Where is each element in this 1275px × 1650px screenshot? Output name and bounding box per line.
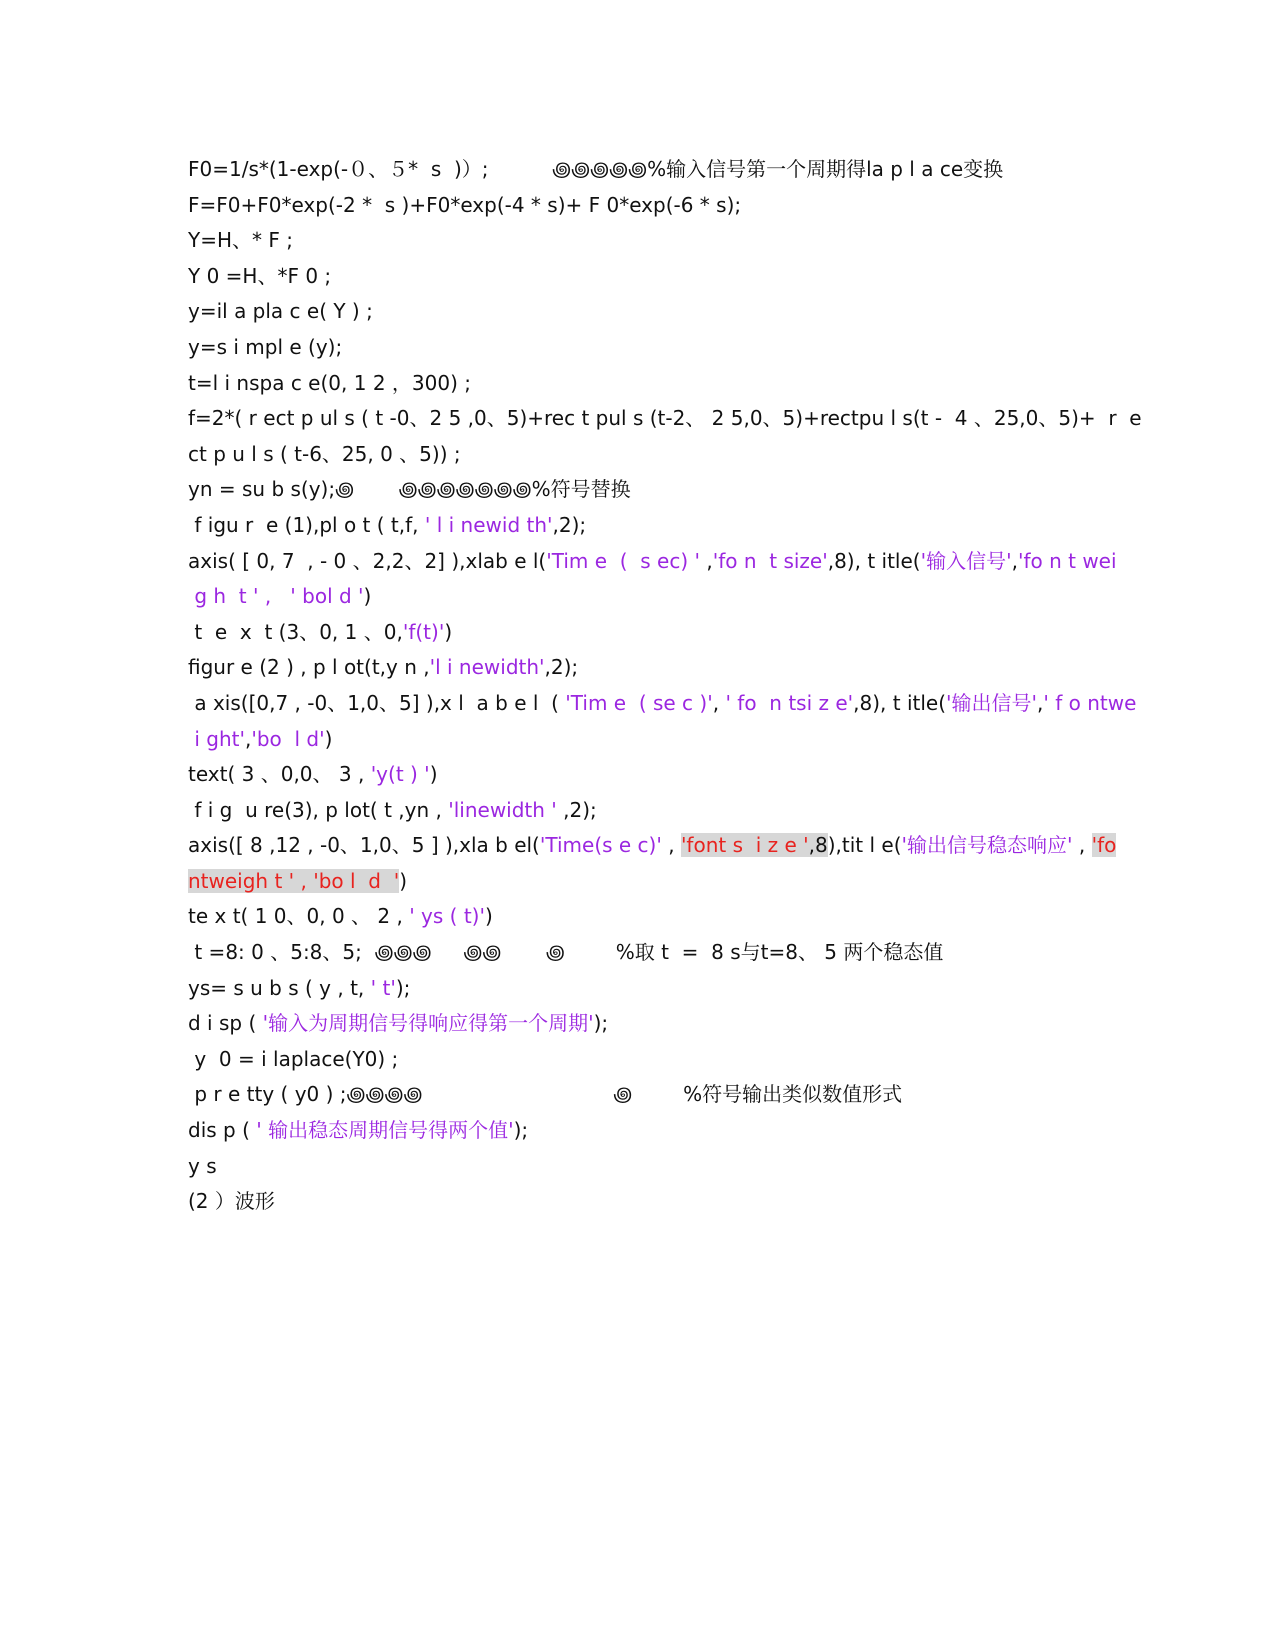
code-text: ); xyxy=(513,1118,529,1143)
code-line xyxy=(188,472,1098,508)
code-text: f i g u re(3), p lot( t ,yn , xyxy=(188,797,449,822)
code-text: , xyxy=(244,726,252,751)
code-text: ) xyxy=(444,619,453,644)
code-line xyxy=(188,1113,1098,1149)
code-line xyxy=(188,1006,1098,1042)
code-line xyxy=(188,757,1098,793)
code-text: ys= s u b s ( y , t, xyxy=(188,975,371,1000)
code-text: ); xyxy=(395,975,411,1000)
error-highlight-string: 'font s i z e ' xyxy=(680,833,809,858)
code-text: dis p ( xyxy=(188,1118,257,1143)
code-text: , xyxy=(1011,548,1018,573)
code-text: , xyxy=(1072,833,1092,858)
matlab-code-block xyxy=(188,152,1142,1220)
string-literal: '输出信号' xyxy=(946,690,1038,715)
section-heading xyxy=(188,1184,1098,1220)
string-literal: i ght' xyxy=(188,726,245,751)
code-text: ,2); xyxy=(544,655,579,680)
code-line xyxy=(188,899,1098,935)
code-line xyxy=(188,330,1098,366)
code-text: y s xyxy=(188,1153,217,1178)
code-line xyxy=(188,366,1098,402)
code-text: y 0 = i laplace(Y0) ; xyxy=(188,1046,399,1071)
string-literal: g h t ' , ' bol d ' xyxy=(188,584,364,609)
string-literal: 'linewidth ' xyxy=(448,797,557,822)
string-literal: ' fo n tsi z e' xyxy=(725,690,854,715)
error-highlight-string: 'fo xyxy=(1091,833,1117,858)
string-literal: 'Tim e ( s ec) ' xyxy=(546,548,700,573)
code-text: ,8), t itle( xyxy=(827,548,921,573)
code-text: d i sp ( xyxy=(188,1011,263,1036)
code-text: F=F0+F0*exp(-2 * s )+F0*exp(-4 * s)+ F 0*exp(-6 * s); xyxy=(188,192,742,217)
string-literal: ' l i newid th' xyxy=(424,512,553,537)
code-text: te x t( 1 0、0, 0 、 2 , xyxy=(188,904,410,929)
string-literal: 'l i newidth' xyxy=(429,655,545,680)
code-text: ,2); xyxy=(556,797,597,822)
code-text: Y=H、* F ; xyxy=(188,228,293,253)
string-literal: '输入为周期信号得响应得第一个周期' xyxy=(262,1011,594,1036)
code-text: , xyxy=(700,548,713,573)
code-line xyxy=(188,650,1098,686)
code-text: F0=1/s*(1-exp(-０、５* s )）; ꩜꩜꩜꩜꩜%输入信号第一个周期得la p l a ce变换 xyxy=(188,157,1004,181)
code-line xyxy=(188,152,1098,188)
code-line xyxy=(188,437,1098,473)
code-text: y=s i mpl e (y); xyxy=(188,334,343,359)
code-text: ) xyxy=(484,904,493,929)
code-text: axis([ 8 ,12 , -0、1,0、5 ] ),xla b el( xyxy=(188,833,540,858)
code-line xyxy=(188,615,1098,651)
code-text: t e x t (3、0, 1 、0, xyxy=(188,619,403,644)
code-text: yn = su b s(y);꩜ ꩜꩜꩜꩜꩜꩜꩜%符号替换 xyxy=(188,477,631,502)
string-literal: ' ys ( t)' xyxy=(409,904,485,929)
string-literal: ' 输出稳态周期信号得两个值' xyxy=(256,1118,514,1143)
string-literal: 'Time(s e c)' xyxy=(539,833,662,858)
code-text: p r e tty ( y0 ) ;꩜꩜꩜꩜ ꩜ %符号输出类似数值形式 xyxy=(188,1082,903,1107)
code-text: text( 3 、0,0、 3 , xyxy=(188,762,371,787)
code-line xyxy=(188,259,1098,295)
heading-text: (2 ）波形 xyxy=(188,1189,275,1214)
code-text: ) xyxy=(363,584,372,609)
code-line xyxy=(188,508,1098,544)
code-text: ,8), t itle( xyxy=(853,690,947,715)
code-text: ) xyxy=(429,762,438,787)
code-text: ,2); xyxy=(552,512,587,537)
code-text: t =8: 0 、5:8、5; ꩜꩜꩜ ꩜꩜ ꩜ %取 t = 8 s与t=8、 5 两个稳态值 xyxy=(188,940,944,965)
code-line xyxy=(188,686,1137,722)
error-highlight-text: ,8 xyxy=(808,833,828,858)
string-literal: '输出信号稳态响应' xyxy=(901,833,1073,858)
string-literal: 'fo n t size' xyxy=(712,548,828,573)
code-text: a xis([0,7 , -0、1,0、5] ),x l a b e l ( xyxy=(188,690,566,715)
string-literal: 'bo l d' xyxy=(251,726,325,751)
code-line xyxy=(188,294,1098,330)
code-text: Y 0 =H、*F 0 ; xyxy=(188,263,332,288)
code-line xyxy=(188,1042,1098,1078)
code-text: , xyxy=(661,833,681,858)
code-text: ),tit l e( xyxy=(827,833,902,858)
code-line xyxy=(188,828,1117,864)
code-line xyxy=(188,1149,1098,1185)
code-text: f igu r e (1),pl o t ( t,f, xyxy=(188,512,425,537)
code-line xyxy=(188,579,1098,615)
code-text: y=il a pla c e( Y ) ; xyxy=(188,299,373,324)
code-line xyxy=(188,188,1098,224)
string-literal: '输入信号' xyxy=(920,548,1012,573)
code-text: , xyxy=(1037,690,1044,715)
code-text: ct p u l s ( t-6、25, 0 、5)) ; xyxy=(188,441,461,466)
error-highlight-string: ntweigh t ' , 'bo l d ' xyxy=(188,868,400,893)
code-line xyxy=(188,864,1098,900)
string-literal: 'y(t ) ' xyxy=(370,762,430,787)
code-text: f=2*( r ect p ul s ( t -0、2 5 ,0、5)+rec t pul s (t-2、 2 5,0、5)+rectpu l s(t - 4 、25,0、5)+ r e xyxy=(188,406,1142,431)
code-line xyxy=(188,971,1098,1007)
string-literal: 'Tim e ( se c )' xyxy=(565,690,713,715)
code-line xyxy=(188,793,1098,829)
code-line xyxy=(188,223,1098,259)
code-line xyxy=(188,722,1098,758)
code-text: t=l i nspa c e(0, 1 2 ，300) ; xyxy=(188,370,471,395)
code-text: axis( [ 0, 7 , - 0 、2,2、2] ),xlab e l( xyxy=(188,548,547,573)
code-line xyxy=(188,935,1098,971)
code-line xyxy=(188,544,1117,580)
code-line xyxy=(188,1077,1098,1113)
code-text: , xyxy=(712,690,726,715)
string-literal: ' f o ntwe xyxy=(1043,690,1137,715)
string-literal: 'f(t)' xyxy=(402,619,445,644)
code-text: ) xyxy=(324,726,333,751)
code-text: ) xyxy=(399,868,408,893)
code-line xyxy=(188,401,1142,437)
string-literal: ' t' xyxy=(370,975,396,1000)
code-text: figur e (2 ) , p l ot(t,y n , xyxy=(188,655,430,680)
string-literal: 'fo n t wei xyxy=(1017,548,1117,573)
code-text: ); xyxy=(593,1011,609,1036)
